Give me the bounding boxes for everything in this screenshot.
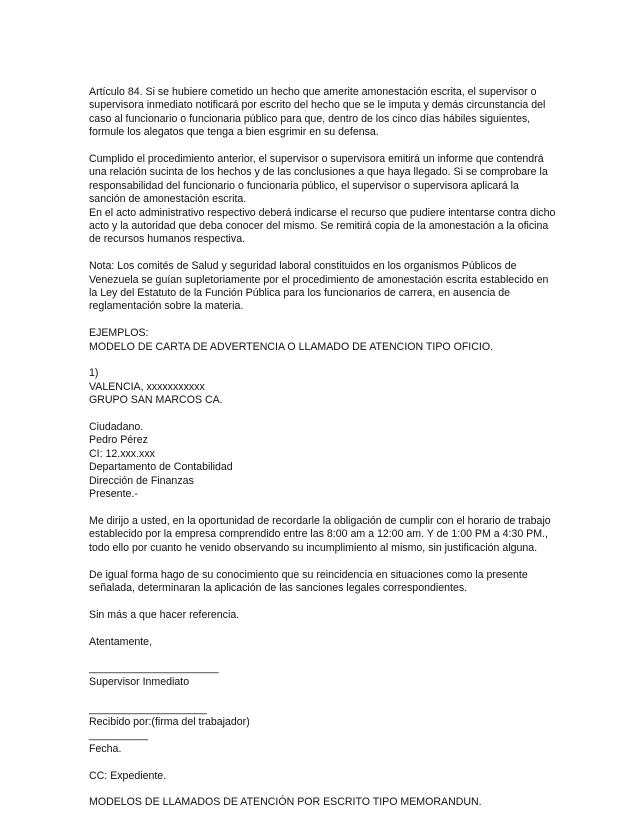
text-line: Presente.- bbox=[89, 488, 138, 501]
text-line: CI: 12.xxx.xxx bbox=[89, 447, 155, 460]
text-line: Ciudadano. bbox=[89, 421, 144, 434]
text-line: una relación sucinta de los hechos y de las conclusiones a que haya llegado. Si se comprobare la bbox=[89, 166, 548, 179]
section-ejemplos-heading bbox=[89, 327, 554, 354]
letter-body-paragraph-2 bbox=[89, 569, 554, 596]
text-line: CC: Expediente. bbox=[89, 769, 167, 782]
signature-label: Fecha. bbox=[89, 742, 122, 755]
text-line: Artículo 84. Si se hubiere cometido un hecho que amerite amonestación escrita, el supervisor o bbox=[89, 86, 537, 98]
text-line: sanción de amonestación escrita. bbox=[89, 193, 247, 206]
section-modelos-heading bbox=[89, 796, 554, 809]
text-line: VALENCIA, xxxxxxxxxxx bbox=[89, 380, 205, 393]
text-line: acto y la autoridad que deba conocer del mismo. Se remitirá copia de la amonestación a la oficina bbox=[89, 220, 549, 233]
paragraph-articulo-84 bbox=[89, 86, 554, 140]
signature-line: ______________________ bbox=[89, 662, 219, 675]
text-line: formule los alegatos que tenga a bien esgrimir en su defensa. bbox=[89, 126, 379, 139]
text-line: Cumplido el procedimiento anterior, el supervisor o supervisora emitirá un informe que contendrá bbox=[89, 153, 544, 166]
letter-header bbox=[89, 367, 554, 407]
text-line: Venezuela se guían supletoriamente por el procedimiento de amonestación escrita establecido en bbox=[89, 273, 549, 286]
heading-line: MODELOS DE LLAMADOS DE ATENCIÓN POR ESCRITO TIPO MEMORANDUN. bbox=[89, 796, 482, 809]
text-line: todo ello por cuanto he venido observando su incumplimiento al mismo, sin justificación alguna. bbox=[89, 541, 538, 554]
closing-atentamente bbox=[89, 636, 554, 649]
signature-line: ____________________ bbox=[89, 702, 207, 715]
text-line: caso al funcionario o funcionaria público para que, dentro de los cinco días hábiles siguientes, bbox=[89, 112, 531, 125]
text-line: Dirección de Finanzas bbox=[89, 474, 194, 487]
text-line: Pedro Pérez bbox=[89, 434, 148, 447]
signature-recibido bbox=[89, 703, 554, 730]
text-line: En el acto administrativo respectivo deberá indicarse el recurso que pudiere intentarse contra dicho bbox=[89, 206, 556, 219]
text-line: señalada, determinaran la aplicación de las sanciones legales correspondientes. bbox=[89, 581, 468, 594]
signature-label: Supervisor Inmediato bbox=[89, 675, 190, 688]
closing-sin-mas bbox=[89, 609, 554, 622]
text-line: GRUPO SAN MARCOS CA. bbox=[89, 394, 223, 407]
text-line: establecido por la empresa comprendido entre las 8:00 am a 12:00 am. Y de 1:00 PM a 4:30 PM., bbox=[89, 528, 548, 541]
text-line: De igual forma hago de su conocimiento que su reincidencia en situaciones como la presente bbox=[89, 568, 528, 581]
signature-supervisor bbox=[89, 662, 554, 689]
text-line: responsabilidad del funcionario o funcionaria público, el supervisor o supervisora aplicará la bbox=[89, 179, 519, 192]
signature-fecha bbox=[89, 729, 554, 756]
document-page bbox=[89, 86, 554, 823]
heading-line: EJEMPLOS: bbox=[89, 327, 149, 340]
text-line: Atentamente, bbox=[89, 635, 153, 648]
letter-body-paragraph-1 bbox=[89, 515, 554, 555]
paragraph-nota bbox=[89, 260, 554, 314]
signature-label: Recibido por:(firma del trabajador) bbox=[89, 715, 250, 728]
text-line: Departamento de Contabilidad bbox=[89, 461, 233, 474]
text-line: Nota: Los comités de Salud y seguridad laboral constituidos en los organismos Públicos de bbox=[89, 260, 517, 273]
text-line: la Ley del Estatuto de la Función Pública para los funcionarios de carrera, en ausencia de bbox=[89, 287, 511, 300]
letter-addressee bbox=[89, 421, 554, 501]
text-line: reglamentación sobre la materia. bbox=[89, 300, 244, 313]
signature-line: __________ bbox=[89, 729, 148, 742]
heading-line: MODELO DE CARTA DE ADVERTENCIA O LLAMADO DE ATENCION TIPO OFICIO. bbox=[89, 340, 494, 353]
text-line: Sin más a que hacer referencia. bbox=[89, 608, 240, 621]
text-line: Me dirijo a usted, en la oportunidad de recordarle la obligación de cumplir con el horario de trabajo bbox=[89, 514, 551, 527]
text-line: 1) bbox=[89, 367, 99, 380]
text-line: supervisora inmediato notificará por escrito del hecho que se le imputa y demás circunstancia del bbox=[89, 99, 546, 112]
paragraph-cumplido bbox=[89, 153, 554, 207]
text-line: de recursos humanos respectiva. bbox=[89, 233, 246, 246]
cc-expediente bbox=[89, 770, 554, 783]
paragraph-acto-administrativo bbox=[89, 207, 554, 247]
